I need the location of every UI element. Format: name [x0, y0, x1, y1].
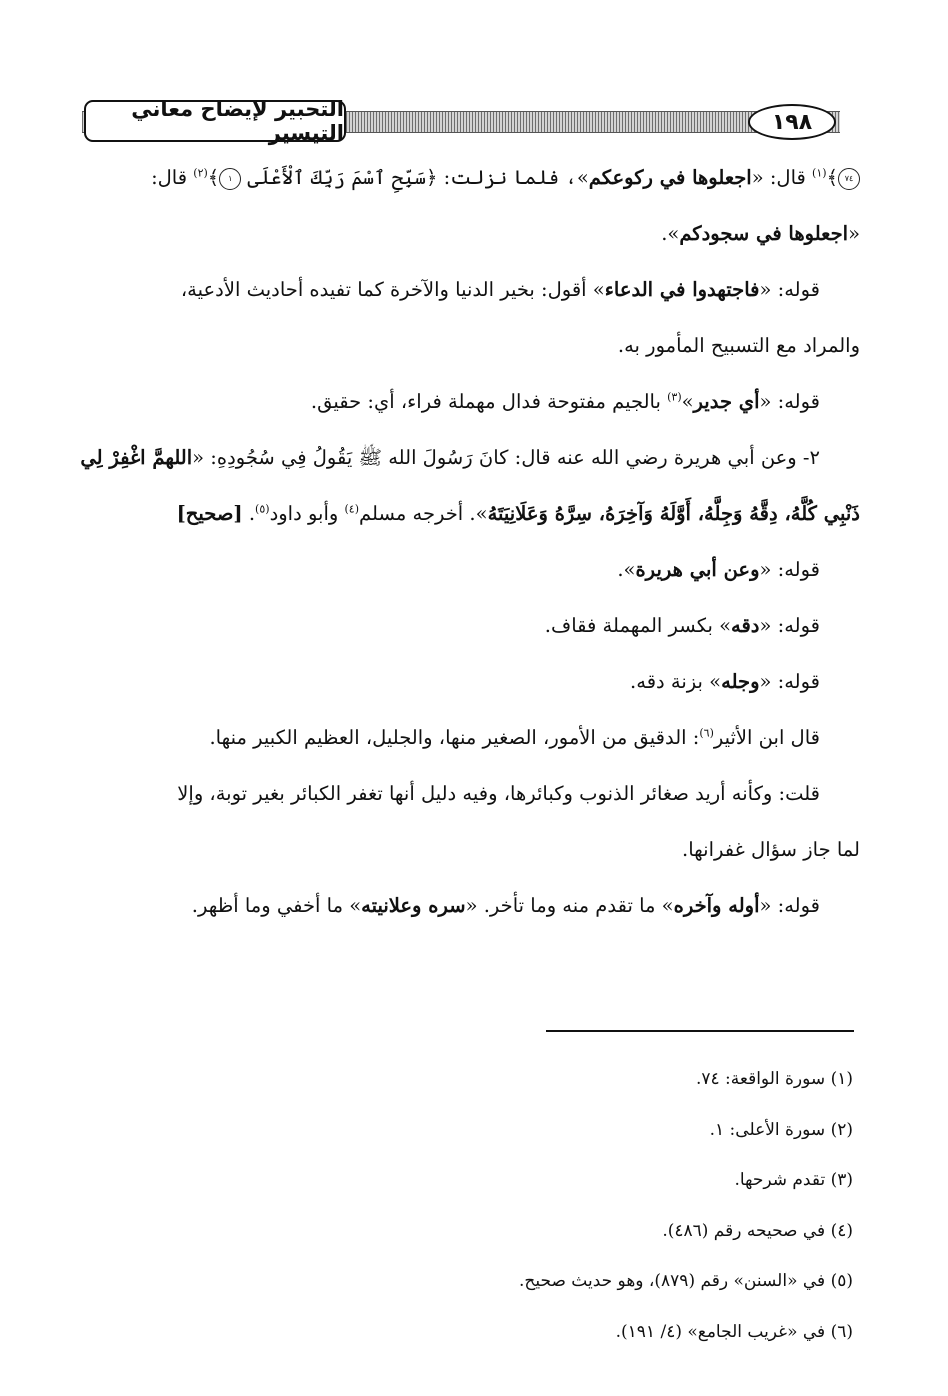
footnote-ref-2[interactable]: (٢)	[193, 166, 208, 180]
footnote-2: (٢) سورة الأعلى: ١.	[709, 1119, 853, 1140]
footnotes	[440, 1054, 853, 1357]
text-line-4: والمراد مع التسبيح المأمور به.	[617, 334, 860, 357]
text-line-5: قوله: «أي جدير»$^{(٣)}$ بالجيم مفتوحة فدال مهملة فراء، أي: حقيق.	[310, 390, 820, 413]
footnote-ref-3[interactable]: (٣)	[667, 390, 682, 404]
text-line-14: قوله: «أوله وآخره» ما تقدم منه وما تأخر. «سره وعلانيته» ما أخفي وما أظهر.	[191, 894, 820, 917]
footnote-3: (٣) تقدم شرحها.	[734, 1170, 853, 1190]
text-line-3: قوله: «فاجتهدوا في الدعاء» أقول: بخير الدنيا والآخرة كما تفيده أحاديث الأدعية،	[180, 278, 820, 301]
footnote-ref-1[interactable]: (١)	[812, 166, 827, 180]
page-header	[82, 98, 840, 156]
hadith-grade: [صحيح]	[176, 502, 243, 525]
text-line-9: قوله: «دقه» بكسر المهملة فقاف.	[544, 614, 820, 637]
hadith-line-2: ذَنْبِي كُلَّهُ، دِقَّهُ وَجِلَّهُ، أَوَّلَهُ وَآخِرَهُ، سِرَّهُ وَعَلَانِيَتَهُ». أخرجه مسلم$^{(٤)}$ وأبو داود$^{(٥)}$. [صحيح]	[176, 502, 860, 525]
text-line-11: قال ابن الأثير$^{(٦)}$: الدقيق من الأمور، الصغير منها، والجليل، العظيم الكبير منها.	[209, 726, 820, 749]
page-number: ١٩٨	[748, 104, 836, 140]
main-text	[80, 150, 860, 934]
footnote-5: (٥) في «السنن» رقم (٨٧٩)، وهو حديث صحيح.	[518, 1271, 853, 1291]
footnote-ref-6[interactable]: (٦)	[699, 726, 714, 740]
text-line-13: لما جاز سؤال غفرانها.	[682, 838, 860, 861]
ayah-number-74: ٧٤	[838, 168, 860, 190]
footnote-1: (١) سورة الواقعة: ٧٤.	[695, 1069, 853, 1089]
footnote-separator	[546, 1030, 854, 1032]
text-line-8: قوله: «وعن أبي هريرة».	[617, 558, 820, 581]
text-line-10: قوله: «وجله» بزنة دقه.	[630, 670, 820, 693]
footnote-ref-5[interactable]: (٥)	[255, 502, 270, 516]
footnote-ref-4[interactable]: (٤)	[344, 502, 360, 516]
text-line-2: «اجعلوها في سجودكم».	[661, 222, 860, 245]
book-title: التحبير لإيضاح معاني التيسير	[84, 100, 346, 142]
hadith-line-1: ٢- وعن أبي هريرة رضي الله عنه قال: كانَ رَسُولَ الله ﷺ يَقُولُ فِي سُجُودِهِ: «اللهمَّ اغْفِرْ لِي	[80, 446, 820, 469]
ayah-number-1: ١	[219, 168, 241, 190]
text-line-1: ٧٤﴾$^{(١)}$ قال: «اجعلوها في ركوعكم»، فلما نزلت: ﴿سَبِّحِ ٱسْمَ رَبِّكَ ٱلْأَعْلَى ١﴾$^{(٢)}$ قال:	[80, 150, 860, 206]
footnote-4: (٤) في صحيحه رقم (٤٨٦).	[662, 1220, 853, 1241]
text-line-12: قلت: وكأنه أريد صغائر الذنوب وكبائرها، وفيه دليل أنها تغفر الكبائر بغير توبة، وإلا	[177, 782, 820, 805]
footnote-6: (٦) في «غريب الجامع» (٤/ ١٩١).	[615, 1321, 853, 1342]
